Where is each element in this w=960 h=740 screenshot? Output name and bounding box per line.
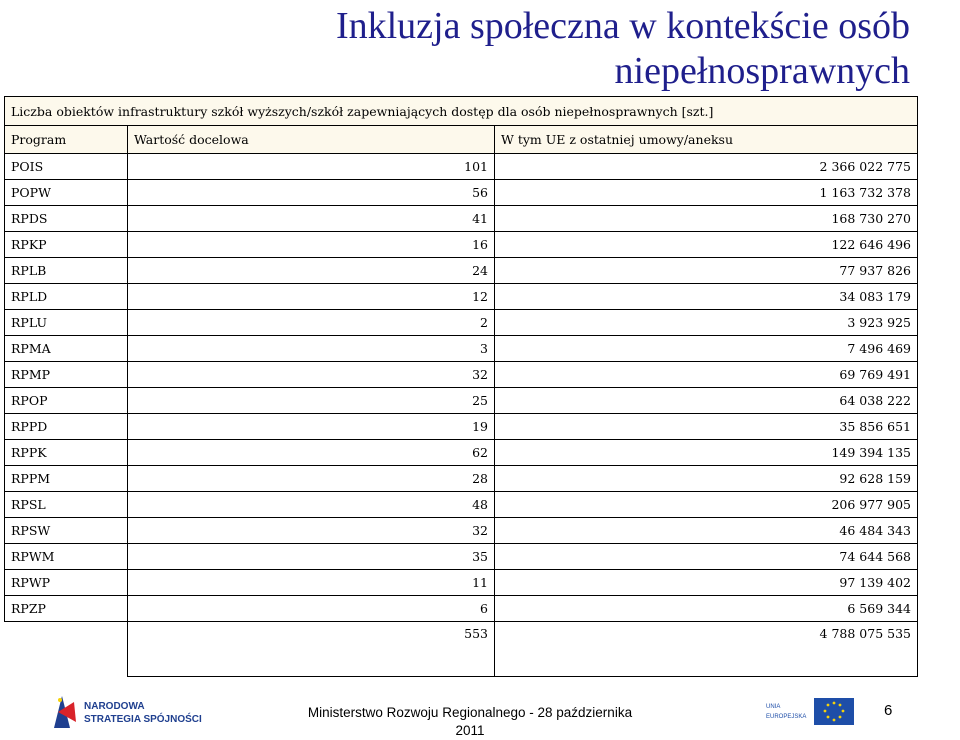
table-row [5, 284, 918, 310]
target-value-cell: 28 [128, 466, 495, 492]
program-cell: RPLU [5, 310, 128, 336]
eu-value-cell: 3 923 925 [495, 310, 918, 336]
table-row [5, 310, 918, 336]
program-cell: RPZP [5, 596, 128, 622]
target-value-cell: 32 [128, 518, 495, 544]
eu-value-cell: 77 937 826 [495, 258, 918, 284]
program-cell: POPW [5, 180, 128, 206]
header-target-value: Wartość docelowa [128, 126, 495, 154]
target-value-cell: 16 [128, 232, 495, 258]
table-row [5, 596, 918, 622]
total-target-value: 553 [128, 622, 495, 677]
nss-logo-line2: STRATEGIA SPÓJNOŚCI [84, 714, 202, 725]
table-row [5, 206, 918, 232]
total-eu-value: 4 788 075 535 [495, 622, 918, 677]
target-value-cell: 32 [128, 362, 495, 388]
target-value-cell: 3 [128, 336, 495, 362]
table-row [5, 362, 918, 388]
table-header-row [5, 126, 918, 154]
total-blank-cell [5, 622, 128, 677]
program-cell: RPMA [5, 336, 128, 362]
table-caption-row [5, 97, 918, 126]
data-table [4, 96, 918, 677]
program-cell: RPMP [5, 362, 128, 388]
program-cell: RPSW [5, 518, 128, 544]
target-value-cell: 56 [128, 180, 495, 206]
program-cell: POIS [5, 154, 128, 180]
eu-value-cell: 92 628 159 [495, 466, 918, 492]
program-cell: RPWP [5, 570, 128, 596]
program-cell: RPWM [5, 544, 128, 570]
program-cell: RPPD [5, 414, 128, 440]
program-cell: RPPM [5, 466, 128, 492]
eu-value-cell: 74 644 568 [495, 544, 918, 570]
table-row [5, 180, 918, 206]
table-row [5, 388, 918, 414]
table-row [5, 154, 918, 180]
target-value-cell: 35 [128, 544, 495, 570]
target-value-cell: 2 [128, 310, 495, 336]
target-value-cell: 11 [128, 570, 495, 596]
table-row [5, 232, 918, 258]
eu-logo-line1: UNIA [766, 704, 781, 710]
target-value-cell: 25 [128, 388, 495, 414]
table-total-row [5, 622, 918, 677]
target-value-cell: 62 [128, 440, 495, 466]
program-cell: RPOP [5, 388, 128, 414]
program-cell: RPDS [5, 206, 128, 232]
target-value-cell: 12 [128, 284, 495, 310]
header-program: Program [5, 126, 128, 154]
program-cell: RPPK [5, 440, 128, 466]
target-value-cell: 41 [128, 206, 495, 232]
eu-value-cell: 97 139 402 [495, 570, 918, 596]
eu-value-cell: 69 769 491 [495, 362, 918, 388]
table-row [5, 492, 918, 518]
eu-value-cell: 206 977 905 [495, 492, 918, 518]
narodowa-strategia-spojnosci-logo [52, 692, 212, 732]
header-eu-value: W tym UE z ostatniej umowy/aneksu [495, 126, 918, 154]
target-value-cell: 6 [128, 596, 495, 622]
table-row [5, 466, 918, 492]
target-value-cell: 48 [128, 492, 495, 518]
eu-value-cell: 122 646 496 [495, 232, 918, 258]
table-row [5, 440, 918, 466]
program-cell: RPLD [5, 284, 128, 310]
eu-value-cell: 1 163 732 378 [495, 180, 918, 206]
eu-value-cell: 168 730 270 [495, 206, 918, 232]
table-row [5, 570, 918, 596]
footer [0, 688, 960, 738]
table-row [5, 518, 918, 544]
nss-logo-line1: NARODOWA [84, 701, 145, 712]
table-row [5, 258, 918, 284]
ministry-footer-text: Ministerstwo Rozwoju Regionalnego - 28 października 2011 [307, 705, 633, 738]
eu-value-cell: 6 569 344 [495, 596, 918, 622]
eu-logo-line2: EUROPEJSKA [766, 714, 807, 720]
target-value-cell: 24 [128, 258, 495, 284]
eu-value-cell: 2 366 022 775 [495, 154, 918, 180]
table-row [5, 544, 918, 570]
slide-title: Inkluzja społeczna w kontekście osób niepełnosprawnych [335, 5, 910, 92]
target-value-cell: 19 [128, 414, 495, 440]
table-row [5, 414, 918, 440]
program-cell: RPSL [5, 492, 128, 518]
eu-value-cell: 149 394 135 [495, 440, 918, 466]
target-value-cell: 101 [128, 154, 495, 180]
eu-value-cell: 64 038 222 [495, 388, 918, 414]
eu-flag-logo [766, 694, 866, 728]
eu-value-cell: 35 856 651 [495, 414, 918, 440]
table-caption: Liczba obiektów infrastruktury szkół wyższych/szkół zapewniających dostęp dla osób niepełnosprawnych [szt.] [5, 97, 918, 126]
program-cell: RPLB [5, 258, 128, 284]
page-number: 6 [884, 702, 893, 719]
eu-value-cell: 46 484 343 [495, 518, 918, 544]
eu-value-cell: 34 083 179 [495, 284, 918, 310]
table-row [5, 336, 918, 362]
program-cell: RPKP [5, 232, 128, 258]
eu-value-cell: 7 496 469 [495, 336, 918, 362]
